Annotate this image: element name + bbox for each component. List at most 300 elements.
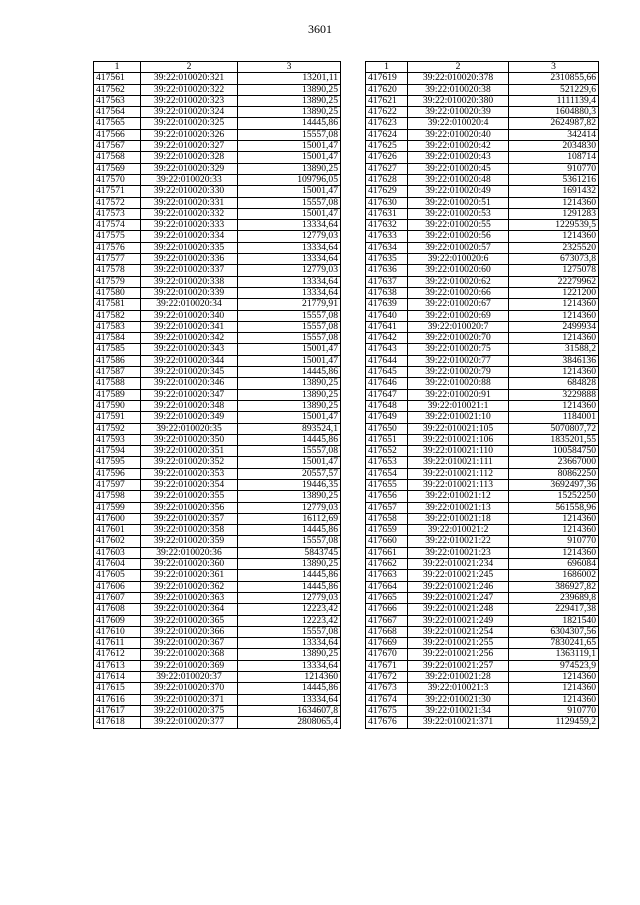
cell-row-number: 417568: [94, 152, 141, 163]
column-header-number: 1: [366, 62, 408, 73]
cell-cadastral-number: 39:22:010021:245: [408, 570, 509, 581]
table-row: [366, 581, 599, 592]
cell-cadastral-number: 39:22:010020:358: [141, 525, 238, 536]
table-row: [94, 649, 341, 660]
table-row: [94, 525, 341, 536]
table-row: [366, 310, 599, 321]
cell-row-number: 417623: [366, 118, 408, 129]
cell-value: 100584750: [509, 446, 599, 457]
column-header-number: 1: [94, 62, 141, 73]
cell-cadastral-number: 39:22:010020:321: [141, 73, 238, 84]
cell-value: 2034830: [509, 141, 599, 152]
cell-value: 1229539,5: [509, 220, 599, 231]
cell-cadastral-number: 39:22:010021:254: [408, 626, 509, 637]
cell-cadastral-number: 39:22:010020:38: [408, 84, 509, 95]
cell-row-number: 417566: [94, 129, 141, 140]
cell-row-number: 417607: [94, 592, 141, 603]
cell-row-number: 417662: [366, 559, 408, 570]
cell-row-number: 417591: [94, 412, 141, 423]
cell-value: 2808065,4: [238, 717, 341, 728]
cell-cadastral-number: 39:22:010020:345: [141, 367, 238, 378]
cell-row-number: 417627: [366, 163, 408, 174]
table-row: [94, 186, 341, 197]
cell-value: 1221200: [509, 287, 599, 298]
cell-row-number: 417635: [366, 254, 408, 265]
cell-row-number: 417618: [94, 717, 141, 728]
table-row: [366, 197, 599, 208]
cell-cadastral-number: 39:22:010020:359: [141, 536, 238, 547]
cell-value: 15001,47: [238, 186, 341, 197]
cell-value: 15001,47: [238, 208, 341, 219]
cell-cadastral-number: 39:22:010020:325: [141, 118, 238, 129]
table-row: [366, 378, 599, 389]
table-row: [94, 344, 341, 355]
cell-value: 13890,25: [238, 378, 341, 389]
cell-value: 13334,64: [238, 220, 341, 231]
cell-value: 15557,08: [238, 626, 341, 637]
cell-value: 1214360: [509, 333, 599, 344]
cell-cadastral-number: 39:22:010020:62: [408, 276, 509, 287]
cell-row-number: 417630: [366, 197, 408, 208]
cell-row-number: 417667: [366, 615, 408, 626]
cell-value: 684828: [509, 378, 599, 389]
cell-value: 13890,25: [238, 107, 341, 118]
cell-cadastral-number: 39:22:010020:355: [141, 491, 238, 502]
cell-row-number: 417582: [94, 310, 141, 321]
cell-value: 23667000: [509, 457, 599, 468]
cell-value: 13890,25: [238, 84, 341, 95]
cell-cadastral-number: 39:22:010021:234: [408, 559, 509, 570]
cell-value: 13334,64: [238, 287, 341, 298]
cell-cadastral-number: 39:22:010020:42: [408, 141, 509, 152]
cell-row-number: 417649: [366, 412, 408, 423]
cell-row-number: 417596: [94, 468, 141, 479]
cell-row-number: 417581: [94, 299, 141, 310]
table-row: [366, 141, 599, 152]
cell-cadastral-number: 39:22:010020:328: [141, 152, 238, 163]
cell-row-number: 417565: [94, 118, 141, 129]
cell-row-number: 417577: [94, 254, 141, 265]
cell-row-number: 417597: [94, 479, 141, 490]
cell-value: 80862250: [509, 468, 599, 479]
cell-value: 386927,82: [509, 581, 599, 592]
cell-cadastral-number: 39:22:010020:347: [141, 389, 238, 400]
cell-cadastral-number: 39:22:010020:365: [141, 615, 238, 626]
cell-value: 14445,86: [238, 525, 341, 536]
table-row: [94, 254, 341, 265]
cell-value: 3692497,36: [509, 479, 599, 490]
table-row: [94, 242, 341, 253]
table-row: [94, 310, 341, 321]
table-row: [366, 400, 599, 411]
cell-row-number: 417611: [94, 638, 141, 649]
cell-row-number: 417629: [366, 186, 408, 197]
right-register-table: [365, 61, 599, 729]
table-row: [366, 186, 599, 197]
cell-cadastral-number: 39:22:010020:69: [408, 310, 509, 321]
cell-cadastral-number: 39:22:010021:256: [408, 649, 509, 660]
cell-row-number: 417590: [94, 400, 141, 411]
table-row: [366, 446, 599, 457]
cell-row-number: 417589: [94, 389, 141, 400]
cell-row-number: 417621: [366, 95, 408, 106]
table-row: [94, 604, 341, 615]
table-row: [94, 705, 341, 716]
cell-row-number: 417613: [94, 660, 141, 671]
cell-cadastral-number: 39:22:010020:326: [141, 129, 238, 140]
table-row: [366, 615, 599, 626]
table-row: [366, 559, 599, 570]
cell-row-number: 417609: [94, 615, 141, 626]
table-row: [94, 491, 341, 502]
cell-cadastral-number: 39:22:010021:18: [408, 513, 509, 524]
cell-value: 15001,47: [238, 141, 341, 152]
cell-cadastral-number: 39:22:010020:341: [141, 321, 238, 332]
cell-row-number: 417642: [366, 333, 408, 344]
cell-row-number: 417639: [366, 299, 408, 310]
cell-value: 1214360: [509, 400, 599, 411]
cell-row-number: 417675: [366, 705, 408, 716]
table-row: [94, 220, 341, 231]
table-row: [94, 536, 341, 547]
cell-cadastral-number: 39:22:010020:7: [408, 321, 509, 332]
cell-cadastral-number: 39:22:010020:351: [141, 446, 238, 457]
cell-row-number: 417648: [366, 400, 408, 411]
table-row: [94, 615, 341, 626]
cell-row-number: 417637: [366, 276, 408, 287]
page-number: 3601: [308, 22, 332, 36]
cell-cadastral-number: 39:22:010020:348: [141, 400, 238, 411]
cell-cadastral-number: 39:22:010021:23: [408, 547, 509, 558]
cell-cadastral-number: 39:22:010020:51: [408, 197, 509, 208]
cell-row-number: 417562: [94, 84, 141, 95]
table-row: [94, 378, 341, 389]
cell-row-number: 417674: [366, 694, 408, 705]
table-row: [366, 434, 599, 445]
cell-value: 31588,2: [509, 344, 599, 355]
cell-value: 1214360: [509, 683, 599, 694]
cell-row-number: 417606: [94, 581, 141, 592]
cell-row-number: 417578: [94, 265, 141, 276]
cell-row-number: 417600: [94, 513, 141, 524]
table-row: [366, 276, 599, 287]
table-row: [366, 683, 599, 694]
cell-cadastral-number: 39:22:010020:45: [408, 163, 509, 174]
table-row: [366, 107, 599, 118]
cell-value: 1835201,55: [509, 434, 599, 445]
table-row: [94, 389, 341, 400]
cell-value: 14445,86: [238, 367, 341, 378]
table-row: [94, 559, 341, 570]
cell-row-number: 417588: [94, 378, 141, 389]
table-row: [94, 129, 341, 140]
table-row: [94, 434, 341, 445]
cell-row-number: 417672: [366, 672, 408, 683]
table-row: [366, 220, 599, 231]
cell-cadastral-number: 39:22:010020:70: [408, 333, 509, 344]
cell-value: 12779,03: [238, 265, 341, 276]
cell-value: 6304307,56: [509, 626, 599, 637]
cell-cadastral-number: 39:22:010020:335: [141, 242, 238, 253]
table-row: [94, 592, 341, 603]
cell-cadastral-number: 39:22:010020:327: [141, 141, 238, 152]
cell-value: 974523,9: [509, 660, 599, 671]
cell-value: 1691432: [509, 186, 599, 197]
cell-row-number: 417666: [366, 604, 408, 615]
table-row: [94, 118, 341, 129]
cell-cadastral-number: 39:22:010020:329: [141, 163, 238, 174]
table-row: [94, 355, 341, 366]
table-row: [366, 525, 599, 536]
table-row: [94, 299, 341, 310]
table-row: [366, 717, 599, 728]
cell-cadastral-number: 39:22:010020:330: [141, 186, 238, 197]
cell-value: 12223,42: [238, 604, 341, 615]
cell-value: 13890,25: [238, 559, 341, 570]
cell-value: 521229,6: [509, 84, 599, 95]
cell-value: 696084: [509, 559, 599, 570]
cell-cadastral-number: 39:22:010021:111: [408, 457, 509, 468]
cell-cadastral-number: 39:22:010020:39: [408, 107, 509, 118]
cell-row-number: 417645: [366, 367, 408, 378]
cell-cadastral-number: 39:22:010020:353: [141, 468, 238, 479]
cell-value: 673073,8: [509, 254, 599, 265]
table-row: [366, 254, 599, 265]
cell-cadastral-number: 39:22:010020:36: [141, 547, 238, 558]
table-row: [94, 107, 341, 118]
cell-value: 5070807,72: [509, 423, 599, 434]
cell-cadastral-number: 39:22:010020:378: [408, 73, 509, 84]
table-row: [366, 638, 599, 649]
cell-row-number: 417626: [366, 152, 408, 163]
cell-row-number: 417664: [366, 581, 408, 592]
cell-row-number: 417654: [366, 468, 408, 479]
cell-row-number: 417567: [94, 141, 141, 152]
cell-row-number: 417652: [366, 446, 408, 457]
cell-cadastral-number: 39:22:010021:255: [408, 638, 509, 649]
cell-cadastral-number: 39:22:010020:344: [141, 355, 238, 366]
cell-row-number: 417570: [94, 174, 141, 185]
table-row: [366, 513, 599, 524]
column-header-cadastral: 2: [408, 62, 509, 73]
table-row: [94, 570, 341, 581]
cell-cadastral-number: 39:22:010020:48: [408, 174, 509, 185]
cell-cadastral-number: 39:22:010020:362: [141, 581, 238, 592]
table-row: [94, 265, 341, 276]
table-row: [366, 457, 599, 468]
cell-value: 1363119,1: [509, 649, 599, 660]
table-row: [94, 333, 341, 344]
cell-cadastral-number: 39:22:010020:35: [141, 423, 238, 434]
cell-cadastral-number: 39:22:010020:67: [408, 299, 509, 310]
table-row: [366, 694, 599, 705]
cell-cadastral-number: 39:22:010020:60: [408, 265, 509, 276]
cell-value: 2624987,82: [509, 118, 599, 129]
table-row: [94, 84, 341, 95]
table-row: [94, 660, 341, 671]
cell-value: 12779,03: [238, 231, 341, 242]
cell-value: 109796,05: [238, 174, 341, 185]
cell-cadastral-number: 39:22:010020:370: [141, 683, 238, 694]
cell-row-number: 417614: [94, 672, 141, 683]
cell-value: 342414: [509, 129, 599, 140]
cell-row-number: 417595: [94, 457, 141, 468]
cell-row-number: 417575: [94, 231, 141, 242]
table-row: [366, 502, 599, 513]
cell-row-number: 417616: [94, 694, 141, 705]
cell-cadastral-number: 39:22:010020:332: [141, 208, 238, 219]
cell-row-number: 417573: [94, 208, 141, 219]
cell-row-number: 417671: [366, 660, 408, 671]
table-row: [94, 479, 341, 490]
table-row: [366, 118, 599, 129]
cell-value: 3229888: [509, 389, 599, 400]
table-row: [366, 649, 599, 660]
cell-cadastral-number: 39:22:010020:6: [408, 254, 509, 265]
cell-cadastral-number: 39:22:010021:371: [408, 717, 509, 728]
cell-cadastral-number: 39:22:010021:257: [408, 660, 509, 671]
cell-value: 1129459,2: [509, 717, 599, 728]
cell-cadastral-number: 39:22:010020:349: [141, 412, 238, 423]
cell-value: 239689,8: [509, 592, 599, 603]
table-row: [366, 423, 599, 434]
cell-value: 910770: [509, 536, 599, 547]
cell-cadastral-number: 39:22:010020:53: [408, 208, 509, 219]
table-row: [366, 491, 599, 502]
table-row: [94, 457, 341, 468]
cell-value: 561558,96: [509, 502, 599, 513]
cell-value: 16112,69: [238, 513, 341, 524]
cell-row-number: 417643: [366, 344, 408, 355]
cell-value: 15001,47: [238, 457, 341, 468]
cell-row-number: 417572: [94, 197, 141, 208]
table-row: [94, 141, 341, 152]
cell-row-number: 417658: [366, 513, 408, 524]
table-row: [94, 446, 341, 457]
cell-value: 15557,08: [238, 446, 341, 457]
cell-cadastral-number: 39:22:010020:350: [141, 434, 238, 445]
cell-value: 5843745: [238, 547, 341, 558]
cell-cadastral-number: 39:22:010021:13: [408, 502, 509, 513]
cell-value: 14445,86: [238, 118, 341, 129]
table-row: [366, 321, 599, 332]
cell-row-number: 417644: [366, 355, 408, 366]
cell-value: 910770: [509, 705, 599, 716]
cell-cadastral-number: 39:22:010021:1: [408, 400, 509, 411]
cell-row-number: 417608: [94, 604, 141, 615]
cell-value: 14445,86: [238, 683, 341, 694]
table-row: [94, 231, 341, 242]
cell-value: 22279962: [509, 276, 599, 287]
cell-row-number: 417646: [366, 378, 408, 389]
cell-value: 19446,35: [238, 479, 341, 490]
table-row: [94, 152, 341, 163]
cell-cadastral-number: 39:22:010020:91: [408, 389, 509, 400]
cell-value: 1214360: [509, 694, 599, 705]
table-row: [94, 412, 341, 423]
cell-value: 1604880,3: [509, 107, 599, 118]
cell-row-number: 417592: [94, 423, 141, 434]
cell-row-number: 417634: [366, 242, 408, 253]
cell-cadastral-number: 39:22:010020:40: [408, 129, 509, 140]
cell-row-number: 417569: [94, 163, 141, 174]
cell-value: 13890,25: [238, 389, 341, 400]
cell-cadastral-number: 39:22:010020:37: [141, 672, 238, 683]
cell-cadastral-number: 39:22:010021:22: [408, 536, 509, 547]
table-row: [94, 626, 341, 637]
table-row: [366, 536, 599, 547]
cell-value: 2310855,66: [509, 73, 599, 84]
column-header-value: 3: [509, 62, 599, 73]
table-row: [366, 333, 599, 344]
cell-cadastral-number: 39:22:010020:367: [141, 638, 238, 649]
table-row: [366, 626, 599, 637]
cell-value: 1214360: [509, 525, 599, 536]
cell-value: 13334,64: [238, 660, 341, 671]
cell-cadastral-number: 39:22:010020:55: [408, 220, 509, 231]
cell-row-number: 417615: [94, 683, 141, 694]
cell-cadastral-number: 39:22:010020:334: [141, 231, 238, 242]
cell-cadastral-number: 39:22:010020:324: [141, 107, 238, 118]
table-row: [366, 705, 599, 716]
cell-value: 15001,47: [238, 412, 341, 423]
table-row: [94, 581, 341, 592]
cell-value: 13890,25: [238, 400, 341, 411]
cell-row-number: 417633: [366, 231, 408, 242]
cell-cadastral-number: 39:22:010020:66: [408, 287, 509, 298]
cell-cadastral-number: 39:22:010021:246: [408, 581, 509, 592]
table-row: [366, 265, 599, 276]
cell-cadastral-number: 39:22:010020:343: [141, 344, 238, 355]
cell-row-number: 417659: [366, 525, 408, 536]
cell-value: 1686002: [509, 570, 599, 581]
table-row: [94, 683, 341, 694]
cell-row-number: 417617: [94, 705, 141, 716]
cell-row-number: 417604: [94, 559, 141, 570]
cell-value: 14445,86: [238, 581, 341, 592]
cell-value: 2499934: [509, 321, 599, 332]
table-row: [366, 604, 599, 615]
table-row: [366, 242, 599, 253]
table-row: [366, 73, 599, 84]
cell-row-number: 417669: [366, 638, 408, 649]
cell-row-number: 417599: [94, 502, 141, 513]
cell-cadastral-number: 39:22:010021:30: [408, 694, 509, 705]
cell-value: 1184001: [509, 412, 599, 423]
cell-row-number: 417631: [366, 208, 408, 219]
cell-row-number: 417640: [366, 310, 408, 321]
left-table-body: [94, 73, 341, 728]
cell-value: 21779,91: [238, 299, 341, 310]
cell-cadastral-number: 39:22:010020:34: [141, 299, 238, 310]
cell-row-number: 417580: [94, 287, 141, 298]
cell-row-number: 417650: [366, 423, 408, 434]
cell-value: 13890,25: [238, 163, 341, 174]
cell-value: 15557,08: [238, 321, 341, 332]
cell-cadastral-number: 39:22:010020:377: [141, 717, 238, 728]
table-row: [94, 547, 341, 558]
cell-value: 15557,08: [238, 310, 341, 321]
table-row: [94, 197, 341, 208]
cell-value: 893524,1: [238, 423, 341, 434]
table-row: [94, 95, 341, 106]
table-row: [94, 276, 341, 287]
cell-cadastral-number: 39:22:010020:56: [408, 231, 509, 242]
table-row: [94, 502, 341, 513]
cell-value: 15557,08: [238, 333, 341, 344]
cell-cadastral-number: 39:22:010020:360: [141, 559, 238, 570]
table-row: [366, 389, 599, 400]
